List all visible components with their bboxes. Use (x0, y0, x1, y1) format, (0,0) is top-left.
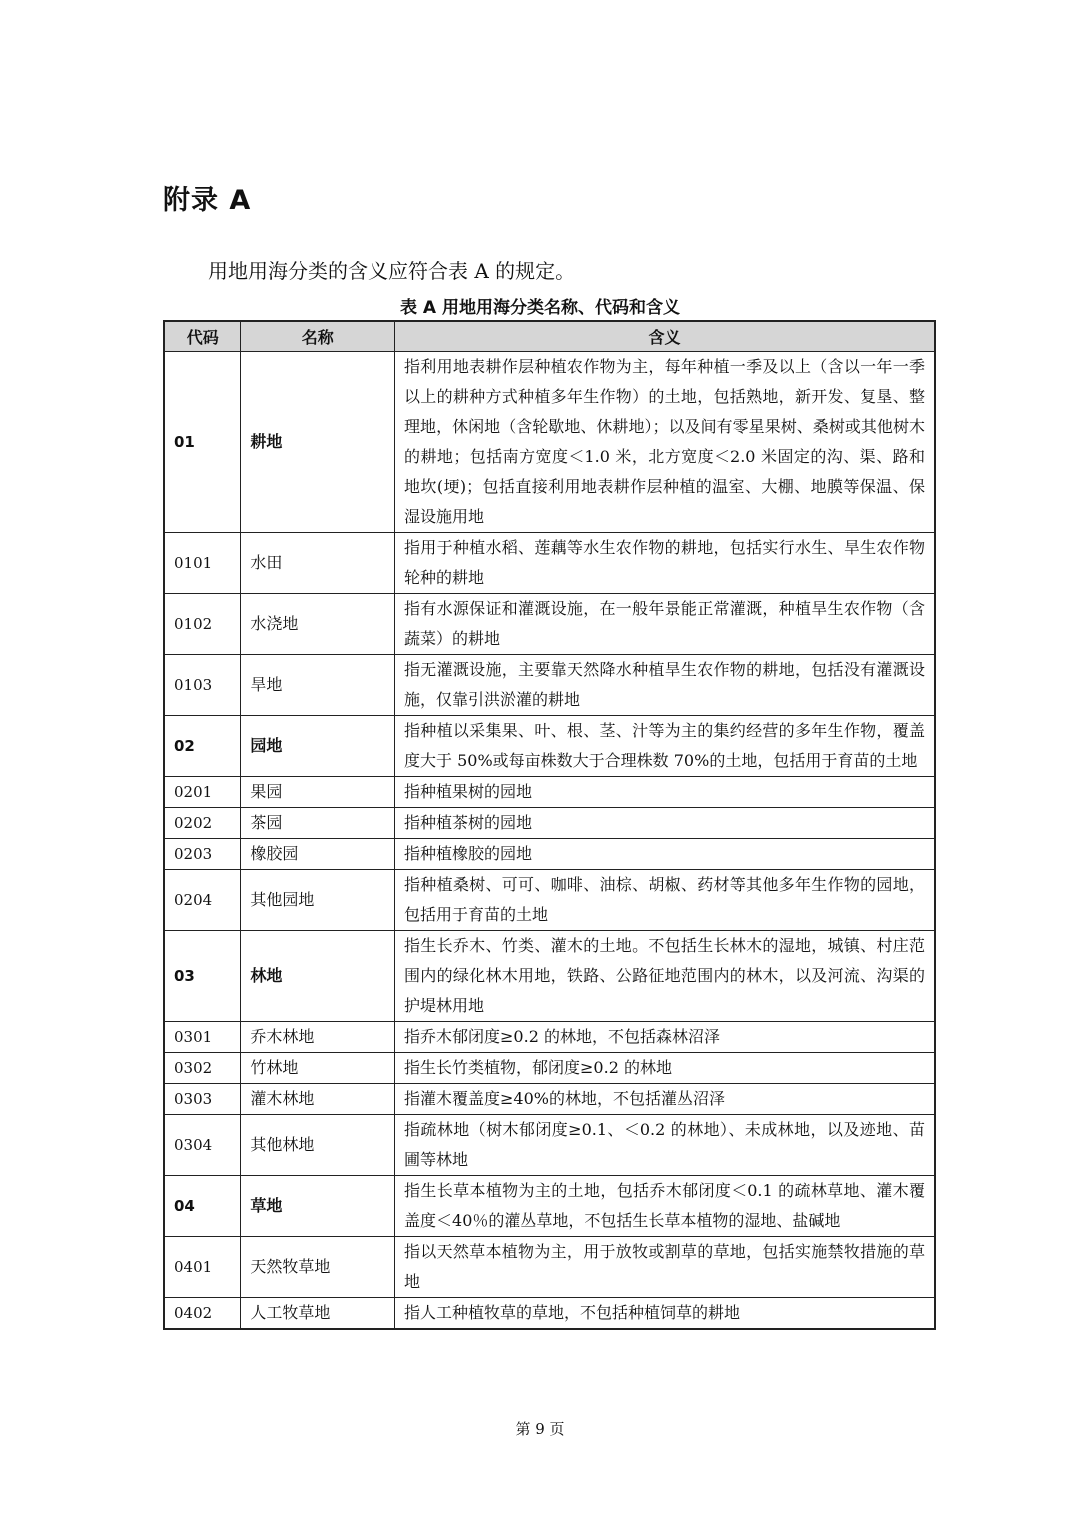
table-row (164, 1022, 935, 1053)
table-header-row (164, 321, 935, 352)
definition-cell: 指灌木覆盖度≥40%的林地，不包括灌丛沼泽 (395, 1084, 935, 1115)
name-cell: 耕地 (241, 352, 395, 533)
code-cell: 0304 (164, 1115, 241, 1176)
name-cell: 茶园 (241, 808, 395, 839)
definition-cell: 指疏林地（树木郁闭度≥0.1、＜0.2 的林地）、未成林地，以及迹地、苗圃等林地 (395, 1115, 935, 1176)
code-cell: 04 (164, 1176, 241, 1237)
table-row (164, 594, 935, 655)
code-cell: 0204 (164, 870, 241, 931)
name-cell: 乔木林地 (241, 1022, 395, 1053)
code-cell: 0201 (164, 777, 241, 808)
definition-cell: 指种植果树的园地 (395, 777, 935, 808)
table-row (164, 808, 935, 839)
definition-cell: 指种植以采集果、叶、根、茎、汁等为主的集约经营的多年生作物，覆盖度大于 50%或每亩株数大于合理株数 70%的土地，包括用于育苗的土地 (395, 716, 935, 777)
code-cell: 0303 (164, 1084, 241, 1115)
table-row (164, 1084, 935, 1115)
table-caption: 表 A 用地用海分类名称、代码和含义 (400, 298, 680, 318)
definition-cell: 指以天然草本植物为主，用于放牧或割草的草地，包括实施禁牧措施的草地 (395, 1237, 935, 1298)
definition-cell: 指人工种植牧草的草地，不包括种植饲草的耕地 (395, 1298, 935, 1330)
definition-cell: 指乔木郁闭度≥0.2 的林地，不包括森林沼泽 (395, 1022, 935, 1053)
table-row (164, 931, 935, 1022)
definition-cell: 指种植桑树、可可、咖啡、油棕、胡椒、药材等其他多年生作物的园地，包括用于育苗的土地 (395, 870, 935, 931)
table-row (164, 352, 935, 533)
code-cell: 0301 (164, 1022, 241, 1053)
code-cell: 0202 (164, 808, 241, 839)
name-cell: 灌木林地 (241, 1084, 395, 1115)
table-row (164, 870, 935, 931)
name-cell: 其他园地 (241, 870, 395, 931)
table-row (164, 1115, 935, 1176)
name-cell: 林地 (241, 931, 395, 1022)
definition-cell: 指生长乔木、竹类、灌木的土地。不包括生长林木的湿地，城镇、村庄范围内的绿化林木用地，铁路、公路征地范围内的林木，以及河流、沟渠的护堤林用地 (395, 931, 935, 1022)
code-cell: 0203 (164, 839, 241, 870)
table-row (164, 777, 935, 808)
code-cell: 0402 (164, 1298, 241, 1330)
name-cell: 水田 (241, 533, 395, 594)
name-cell: 橡胶园 (241, 839, 395, 870)
name-cell: 竹林地 (241, 1053, 395, 1084)
table-row (164, 1053, 935, 1084)
name-cell: 果园 (241, 777, 395, 808)
definition-cell: 指生长草本植物为主的土地，包括乔木郁闭度＜0.1 的疏林草地、灌木覆盖度＜40％的灌丛草地，不包括生长草本植物的湿地、盐碱地 (395, 1176, 935, 1237)
table-row (164, 533, 935, 594)
table-row (164, 1237, 935, 1298)
code-cell: 0102 (164, 594, 241, 655)
name-cell: 其他林地 (241, 1115, 395, 1176)
code-cell: 0401 (164, 1237, 241, 1298)
table-row (164, 1176, 935, 1237)
definition-cell: 指种植茶树的园地 (395, 808, 935, 839)
definition-cell: 指用于种植水稻、莲藕等水生农作物的耕地，包括实行水生、旱生农作物轮种的耕地 (395, 533, 935, 594)
name-cell: 园地 (241, 716, 395, 777)
table-row (164, 1298, 935, 1330)
table-row (164, 839, 935, 870)
land-classification-table (163, 320, 936, 1330)
definition-cell: 指有水源保证和灌溉设施，在一般年景能正常灌溉，种植旱生农作物（含蔬菜）的耕地 (395, 594, 935, 655)
name-cell: 人工牧草地 (241, 1298, 395, 1330)
name-cell: 草地 (241, 1176, 395, 1237)
definition-cell: 指利用地表耕作层种植农作物为主，每年种植一季及以上（含以一年一季以上的耕种方式种植多年生作物）的土地，包括熟地，新开发、复垦、整理地，休闲地（含轮歇地、休耕地）；以及间有零星果树、桑树或其他树木的耕地；包括南方宽度＜1.0 米，北方宽度＜2.0 米固定的沟、渠、路和地坎(埂)；包括直接利用地表耕作层种植的温室、大棚、地膜等保温、保湿设施用地 (395, 352, 935, 533)
intro-paragraph: 用地用海分类的含义应符合表 A 的规定。 (208, 259, 576, 283)
table-row (164, 655, 935, 716)
definition-cell: 指无灌溉设施，主要靠天然降水种植旱生农作物的耕地，包括没有灌溉设施，仅靠引洪淤灌的耕地 (395, 655, 935, 716)
table-body (164, 352, 935, 1330)
code-cell: 0103 (164, 655, 241, 716)
code-cell: 0101 (164, 533, 241, 594)
definition-cell: 指种植橡胶的园地 (395, 839, 935, 870)
code-cell: 02 (164, 716, 241, 777)
page-number: 第 9 页 (515, 1420, 565, 1438)
code-cell: 0302 (164, 1053, 241, 1084)
name-cell: 水浇地 (241, 594, 395, 655)
table-row (164, 716, 935, 777)
name-cell: 天然牧草地 (241, 1237, 395, 1298)
appendix-title: 附录 A (163, 185, 252, 216)
code-cell: 03 (164, 931, 241, 1022)
definition-cell: 指生长竹类植物，郁闭度≥0.2 的林地 (395, 1053, 935, 1084)
header-definition: 含义 (395, 321, 935, 352)
header-name: 名称 (241, 321, 395, 352)
header-code: 代码 (164, 321, 241, 352)
name-cell: 旱地 (241, 655, 395, 716)
code-cell: 01 (164, 352, 241, 533)
